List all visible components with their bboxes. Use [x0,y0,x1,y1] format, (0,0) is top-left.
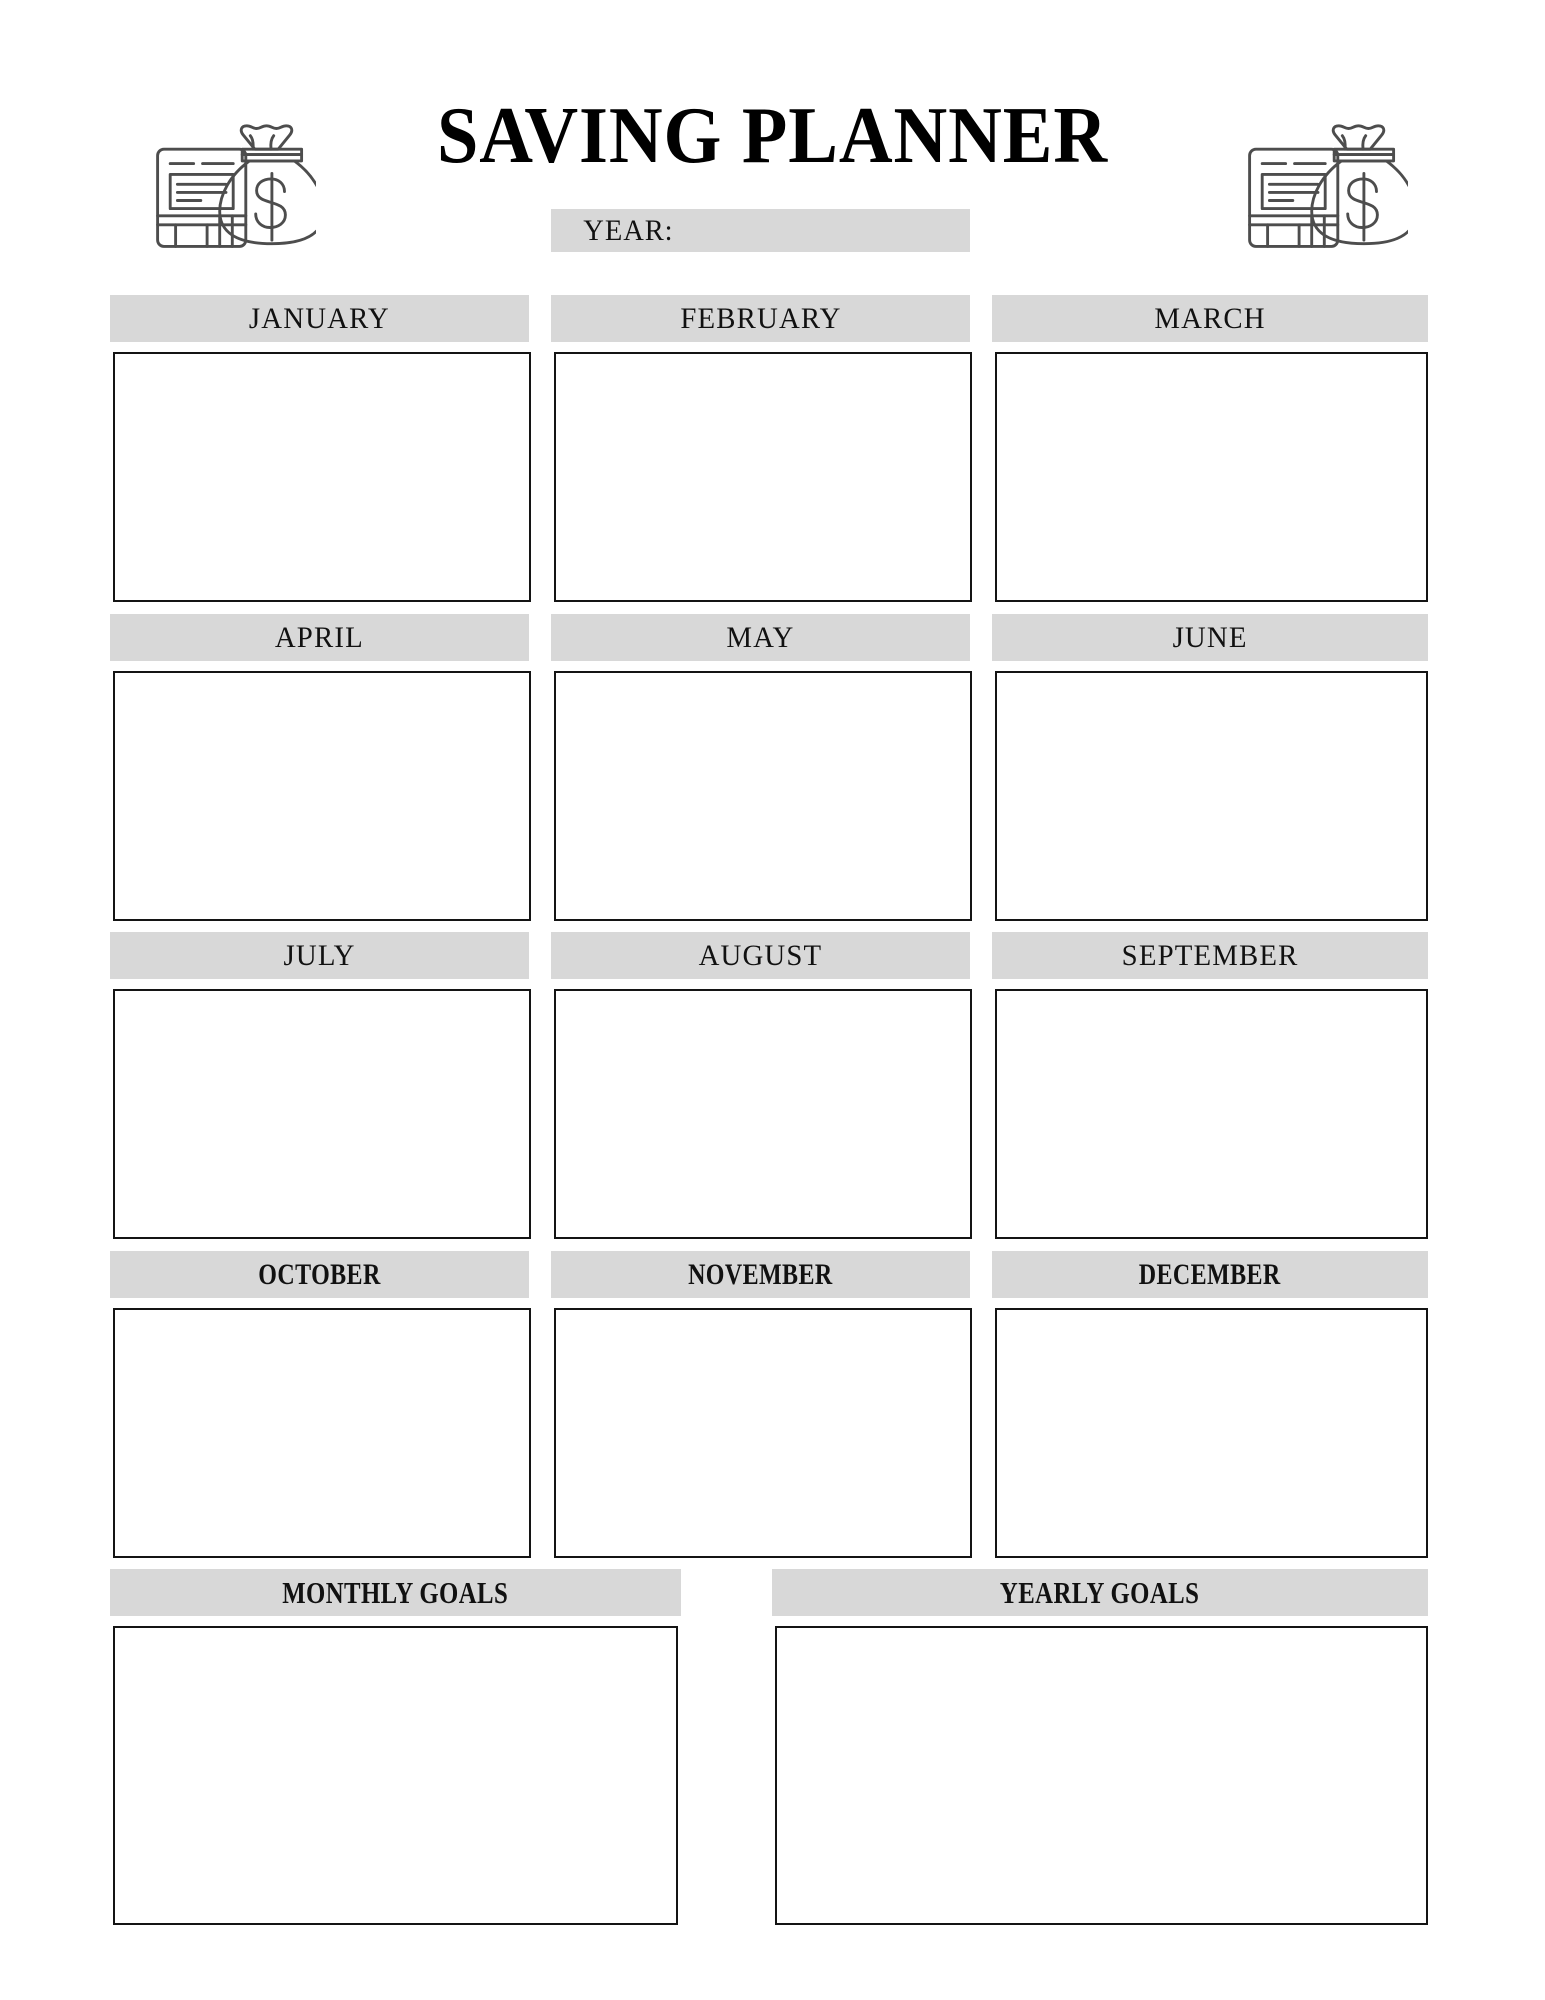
month-cell [551,1251,970,1558]
month-entry-area-july[interactable] [113,989,531,1239]
month-label: SEPTEMBER [1121,938,1299,972]
month-label: FEBRUARY [679,301,842,335]
month-label: MAY [726,620,795,654]
month-entry-area-september[interactable] [995,989,1428,1239]
month-entry-area-december[interactable] [995,1308,1428,1558]
month-entry-area-january[interactable] [113,352,531,602]
goals-label: MONTHLY GOALS [282,1575,509,1610]
month-cell [551,295,970,602]
month-label: DECEMBER [1139,1257,1281,1291]
month-entry-area-october[interactable] [113,1308,531,1558]
month-header-may [551,614,970,661]
goals-header-yearly-goals [772,1569,1428,1616]
month-header-september [992,932,1428,979]
month-cell [110,295,529,602]
month-entry-area-may[interactable] [554,671,972,921]
month-header-november [551,1251,970,1298]
month-entry-area-april[interactable] [113,671,531,921]
month-entry-area-june[interactable] [995,671,1428,921]
year-label: YEAR: [583,213,674,247]
goals-entry-area-monthly-goals[interactable] [113,1626,678,1925]
month-header-october [110,1251,529,1298]
month-cell [992,932,1428,1239]
month-entry-area-august[interactable] [554,989,972,1239]
month-label: JANUARY [249,301,390,335]
month-label: NOVEMBER [688,1257,833,1291]
month-header-june [992,614,1428,661]
month-header-december [992,1251,1428,1298]
month-cell [110,932,529,1239]
month-cell [992,614,1428,921]
month-cell [110,1251,529,1558]
month-label: OCTOBER [258,1257,381,1291]
goals-entry-area-yearly-goals[interactable] [775,1626,1428,1925]
month-header-january [110,295,529,342]
month-cell [110,614,529,921]
goals-header-monthly-goals [110,1569,681,1616]
month-label: APRIL [275,620,364,654]
month-entry-area-march[interactable] [995,352,1428,602]
month-header-february [551,295,970,342]
month-label: JUNE [1172,620,1248,654]
month-entry-area-february[interactable] [554,352,972,602]
month-label: MARCH [1154,301,1266,335]
month-header-april [110,614,529,661]
month-cell [551,932,970,1239]
goals-label: YEARLY GOALS [1000,1575,1200,1610]
month-cell [992,295,1428,602]
month-label: AUGUST [698,938,823,972]
month-cell [992,1251,1428,1558]
month-cell [551,614,970,921]
month-header-august [551,932,970,979]
page-title: SAVING PLANNER [436,92,1109,180]
month-header-march [992,295,1428,342]
month-entry-area-november[interactable] [554,1308,972,1558]
month-label: JULY [283,938,356,972]
month-header-july [110,932,529,979]
